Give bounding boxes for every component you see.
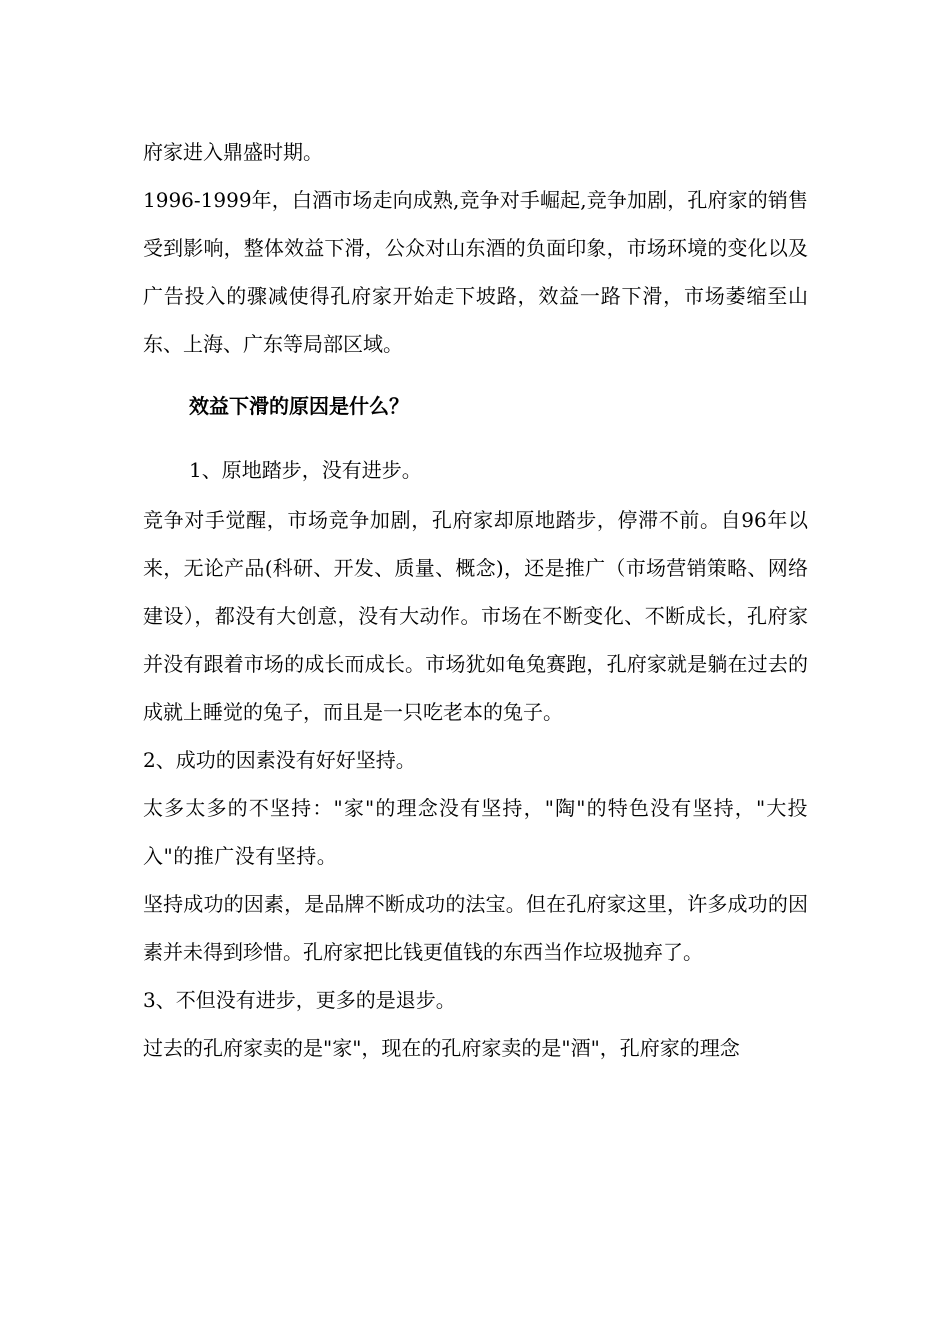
list-item-3: 3、不但没有进步，更多的是退步。 bbox=[143, 988, 456, 1012]
document-page bbox=[143, 128, 808, 1072]
paragraph-intro-end: 府家进入鼎盛时期。 bbox=[143, 140, 323, 164]
paragraph-regression: 过去的孔府家卖的是"家"，现在的孔府家卖的是"酒"，孔府家的理念 bbox=[143, 1036, 740, 1060]
paragraph-stagnation: 竞争对手觉醒，市场竞争加剧，孔府家却原地踏步，停滞不前。自96年以来，无论产品(科研、开发、质量、概念)，还是推广（市场营销策略、网络建设），都没有大创意，没有大动作。市场在不断变化、不断成长，孔府家并没有跟着市场的成长而成长。市场犹如龟兔赛跑，孔府家就是躺在过去的成就上睡觉的兔子，而且是一只吃老本的兔子。 bbox=[143, 508, 808, 724]
list-item-2: 2、成功的因素没有好好坚持。 bbox=[143, 748, 416, 772]
paragraph-not-persisting: 太多太多的不坚持："家"的理念没有坚持，"陶"的特色没有坚持，"大投入"的推广没有坚持。 bbox=[143, 796, 808, 868]
section-heading: 效益下滑的原因是什么？ bbox=[189, 394, 409, 418]
list-item-1: 1、原地踏步，没有进步。 bbox=[189, 458, 422, 482]
paragraph-success-factors: 坚持成功的因素，是品牌不断成功的法宝。但在孔府家这里，许多成功的因素并未得到珍惜。孔府家把比钱更值钱的东西当作垃圾抛弃了。 bbox=[143, 892, 808, 964]
paragraph-decline-period: 1996-1999年，白酒市场走向成熟,竞争对手崛起,竞争加剧，孔府家的销售受到影响，整体效益下滑，公众对山东酒的负面印象，市场环境的变化以及广告投入的骤减使得孔府家开始走下坡路，效益一路下滑，市场萎缩至山东、上海、广东等局部区域。 bbox=[143, 188, 808, 356]
